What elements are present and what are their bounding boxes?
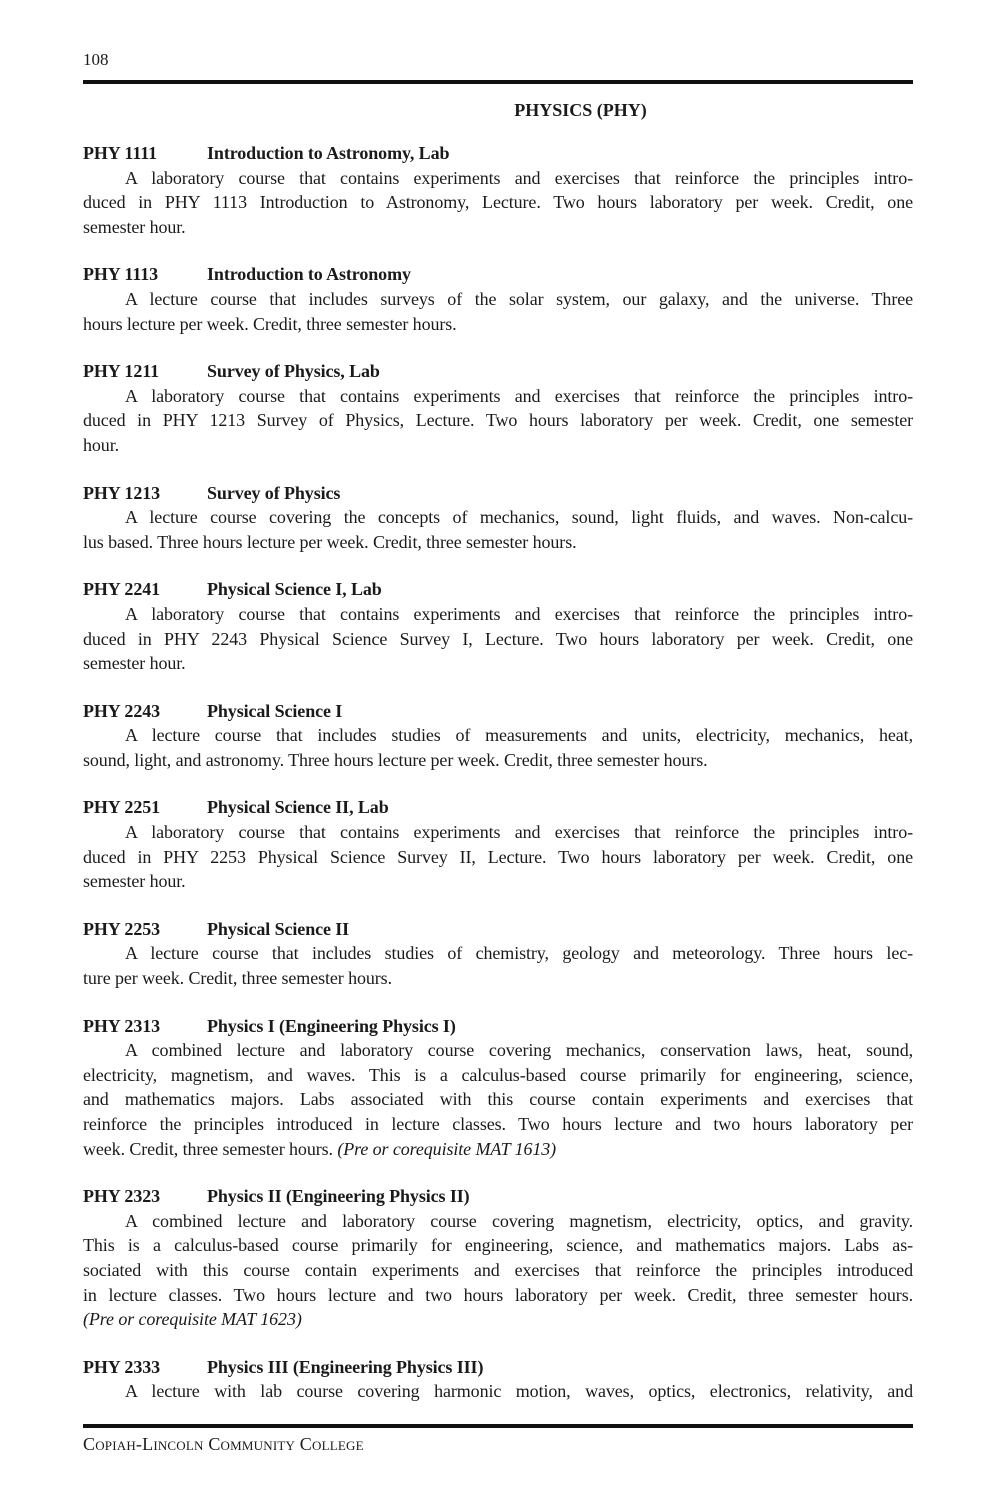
course-description-line [83,215,913,240]
course-description-line [83,1038,913,1063]
course-description-line [83,820,913,845]
course-description-line [83,627,913,652]
course-heading [83,1355,913,1380]
course-name: Survey of Physics [207,482,341,503]
description-text: sound, light, and astronomy. Three hours lecture per week. Credit, three semester hours. [83,749,708,770]
course-code: PHY 2251 [83,797,161,818]
description-text: hour. [83,434,120,455]
course-description-line [83,166,913,191]
description-text: lus based. Three hours lecture per week. Credit, three semester hours. [83,531,577,552]
course-description-line [83,384,913,409]
course-entry [83,577,913,675]
course-description-line [83,1063,913,1088]
course-code: PHY 2253 [83,918,161,939]
course-description-line [83,312,913,337]
course-name: Physical Science II, Lab [207,797,389,818]
description-text: semester hour. [83,653,186,674]
course-code: PHY 1211 [83,361,160,382]
footer-rule [83,1424,913,1428]
course-code: PHY 2241 [83,579,161,600]
description-text: reinforce the principles introduced in lecture classes. Two hours lecture and two hours laboratory per [83,1114,913,1134]
description-text: in lecture classes. Two hours lecture and two hours laboratory per week. Credit, three semester hours. [83,1284,913,1305]
course-name: Introduction to Astronomy, Lab [207,143,450,163]
course-entry [83,917,913,991]
course-name: Physical Science I, Lab [207,579,382,600]
course-description-line [83,941,913,966]
course-description-line [83,1087,913,1112]
course-heading [83,699,913,724]
prerequisite-note: (Pre or corequisite MAT 1613) [337,1138,557,1159]
course-name: Physics I (Engineering Physics I) [207,1015,456,1036]
course-heading [83,1184,913,1209]
course-entry [83,1355,913,1404]
description-text: hours lecture per week. Credit, three semester hours. [83,313,457,334]
course-code: PHY 2313 [83,1015,161,1036]
description-text: duced in PHY 1113 Introduction to Astronomy, Lecture. Two hours laboratory per week. Credit, one [83,192,913,213]
course-entry [83,699,913,773]
course-description-line [83,433,913,458]
course-description-line [83,530,913,555]
description-text: A lecture with lab course covering harmonic motion, waves, optics, electronics, relativity, and [125,1381,913,1402]
course-list [83,141,913,1427]
description-text: This is a calculus-based course primarily for engineering, science, and mathematics majors. Labs as- [83,1235,913,1256]
course-heading [83,141,913,166]
course-heading [83,795,913,820]
course-code: PHY 1213 [83,482,161,503]
course-entry [83,1184,913,1332]
course-entry [83,262,913,336]
description-text: ture per week. Credit, three semester hours. [83,968,392,989]
course-code: PHY 2243 [83,700,161,721]
course-heading [83,577,913,602]
course-name: Physical Science II [207,918,350,939]
course-heading [83,1014,913,1039]
course-description-line [83,869,913,894]
course-description-line [83,1379,913,1404]
course-name: Physics II (Engineering Physics II) [207,1186,470,1207]
course-entry [83,141,913,239]
course-code: PHY 2333 [83,1356,161,1377]
course-entry [83,1014,913,1162]
description-text: A laboratory course that contains experiments and exercises that reinforce the principles intro- [125,167,913,188]
description-text: duced in PHY 2253 Physical Science Survey II, Lecture. Two hours laboratory per week. Credit, one [83,846,913,867]
description-text: A laboratory course that contains experiments and exercises that reinforce the principles intro- [125,385,913,406]
description-text: A lecture course that includes studies of measurements and units, electricity, mechanics, heat, [125,725,913,746]
description-text: A combined lecture and laboratory course covering mechanics, conservation laws, heat, sound, [125,1040,913,1061]
course-description-line [83,602,913,627]
course-description-line [83,1307,913,1332]
course-name: Introduction to Astronomy [207,264,411,285]
course-description-line [83,966,913,991]
description-text: semester hour. [83,871,186,892]
course-description-line [83,287,913,312]
description-text: A combined lecture and laboratory course covering magnetism, electricity, optics, and gravity. [125,1210,913,1231]
description-text: duced in PHY 2243 Physical Science Survey I, Lecture. Two hours laboratory per week. Credit, one [83,628,913,649]
course-name: Physics III (Engineering Physics III) [207,1356,484,1377]
course-entry [83,481,913,555]
course-description-line [83,651,913,676]
course-description-line [83,1137,913,1162]
course-description-line [83,1233,913,1258]
description-text: week. Credit, three semester hours. [83,1138,333,1159]
course-description-line [83,190,913,215]
course-description-line [83,505,913,530]
course-name: Survey of Physics, Lab [207,361,380,382]
description-text: and mathematics majors. Labs associated with this course contain experiments and exercises that [83,1089,913,1110]
course-entry [83,795,913,893]
course-description-line [83,1209,913,1234]
course-heading [83,481,913,506]
course-heading [83,359,913,384]
course-entry [83,359,913,457]
course-code: PHY 1111 [83,143,158,163]
prerequisite-note: (Pre or corequisite MAT 1623) [83,1309,302,1330]
description-text: sociated with this course contain experiments and exercises that reinforce the principles introduced [83,1259,913,1280]
course-code: PHY 2323 [83,1186,161,1207]
page-title: PHYSICS (PHY) [514,100,647,120]
course-description-line [83,748,913,773]
course-description-line [83,1283,913,1308]
course-description-line [83,1112,913,1137]
description-text: A lecture course covering the concepts of mechanics, sound, light fluids, and waves. Non-calcu- [125,507,913,528]
course-name: Physical Science I [207,700,343,721]
course-heading [83,262,913,287]
description-text: electricity, magnetism, and waves. This is a calculus-based course primarily for engineering, science, [83,1064,913,1085]
description-text: A lecture course that includes studies of chemistry, geology and meteorology. Three hours lec- [125,943,913,964]
page-number: 108 [83,50,109,69]
course-description-line [83,723,913,748]
header-rule [83,80,913,84]
course-code: PHY 1113 [83,264,159,285]
description-text: semester hour. [83,216,186,237]
course-description-line [83,1258,913,1283]
description-text: A laboratory course that contains experiments and exercises that reinforce the principles intro- [125,822,913,843]
description-text: A laboratory course that contains experiments and exercises that reinforce the principles intro- [125,603,913,624]
description-text: A lecture course that includes surveys of the solar system, our galaxy, and the universe. Three [125,288,913,309]
course-description-line [83,408,913,433]
course-heading [83,917,913,942]
course-description-line [83,845,913,870]
footer-college-name: Copiah-Lincoln Community College [83,1434,364,1454]
description-text: duced in PHY 1213 Survey of Physics, Lecture. Two hours laboratory per week. Credit, one semester [83,410,913,431]
